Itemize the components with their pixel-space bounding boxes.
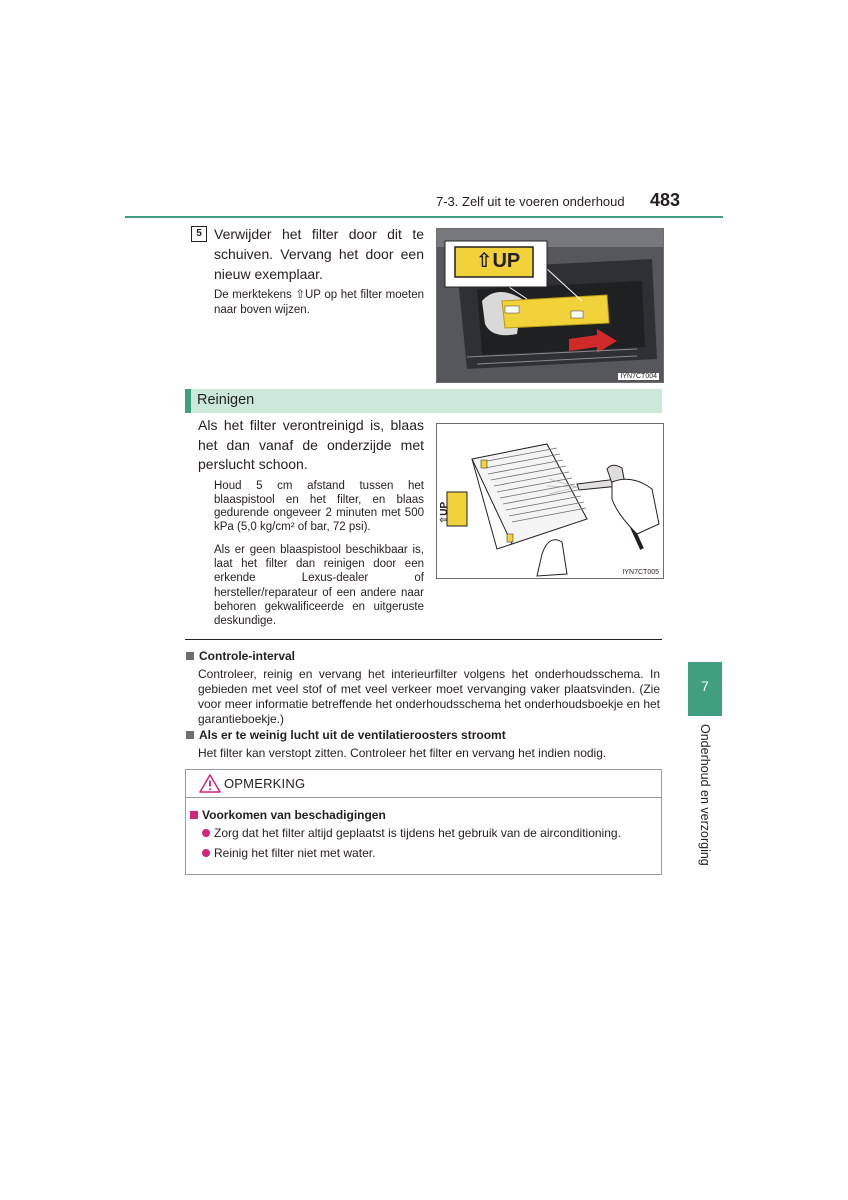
figure-filter-removal (436, 228, 664, 383)
warning-triangle-icon (199, 774, 221, 793)
notice-title: OPMERKING (224, 776, 306, 791)
figure-code: IYN7CT004 (620, 373, 657, 380)
notice-header (186, 770, 661, 798)
up-label-callout: ⇧UP (475, 250, 521, 272)
reinigen-note-blow: Houd 5 cm afstand tussen het blaaspistool en het filter, en blaas gedurende ongeveer 2 minuten met 500 kPa (5,0 kg/cm² of bar, 72 psi). (214, 480, 424, 533)
square-bullet-icon (186, 652, 194, 660)
page-number: 483 (650, 190, 681, 210)
figure-filter-cleaning (436, 423, 664, 579)
chapter-number: 7 (701, 678, 709, 694)
notice-item: Reinig het filter niet met water. (202, 846, 375, 860)
weinig-lucht-heading: Als er te weinig lucht uit de ventilatieroosters stroomt (186, 728, 506, 742)
section-divider (185, 639, 662, 640)
weinig-lucht-text: Het filter kan verstopt zitten. Controleer het filter en vervang het indien nodig. (198, 746, 607, 760)
header-rule (125, 216, 723, 218)
notice-heading: Voorkomen van beschadigingen (190, 808, 386, 822)
filter-cleaning-illustration (437, 424, 663, 578)
step-5-note: De merktekens ⇧UP op het filter moeten naar boven wijzen. (214, 289, 424, 316)
dot-bullet-icon (202, 829, 210, 837)
notice-box (185, 769, 662, 875)
square-bullet-icon (186, 731, 194, 739)
up-label-callout: ⇧UP (439, 501, 450, 525)
square-bullet-icon (190, 811, 198, 819)
controle-heading: Controle-interval (186, 649, 295, 663)
step-5-text: Verwijder het filter door dit te schuiven. Vervang het door een nieuw exemplaar. (214, 226, 424, 282)
notice-item: Zorg dat het filter altijd geplaatst is tijdens het gebruik van de airconditioning. (202, 826, 621, 840)
step-number-badge: 5 (191, 226, 207, 242)
figure-code: IYN7CT005 (622, 569, 659, 576)
chapter-tab (688, 662, 722, 716)
running-header-section: 7-3. Zelf uit te voeren onderhoud (436, 194, 625, 209)
controle-text: Controleer, reinig en vervang het interieurfilter volgens het onderhoudsschema. In gebieden met veel stof of met veel verkeer moet vervanging vaker plaatsvinden. (Zie voor meer informatie betreffende het onderhoudsschema het onderhoudsboekje en het garantieboekje.) (198, 667, 660, 726)
reinigen-text: Als het filter verontreinigd is, blaas het dan vanaf de onderzijde met perslucht schoon. (198, 417, 424, 472)
chapter-side-label: Onderhoud en verzorging (698, 724, 712, 866)
section-title: Reinigen (197, 392, 255, 408)
reinigen-note-dealer: Als er geen blaaspistool beschikbaar is, laat het filter dan reinigen door een erkende Lexus-dealer of hersteller/reparateur of een andere naar behoren gekwalificeerde en uitgeruste deskundige. (214, 544, 424, 628)
section-heading-bar (185, 389, 662, 413)
dot-bullet-icon (202, 849, 210, 857)
